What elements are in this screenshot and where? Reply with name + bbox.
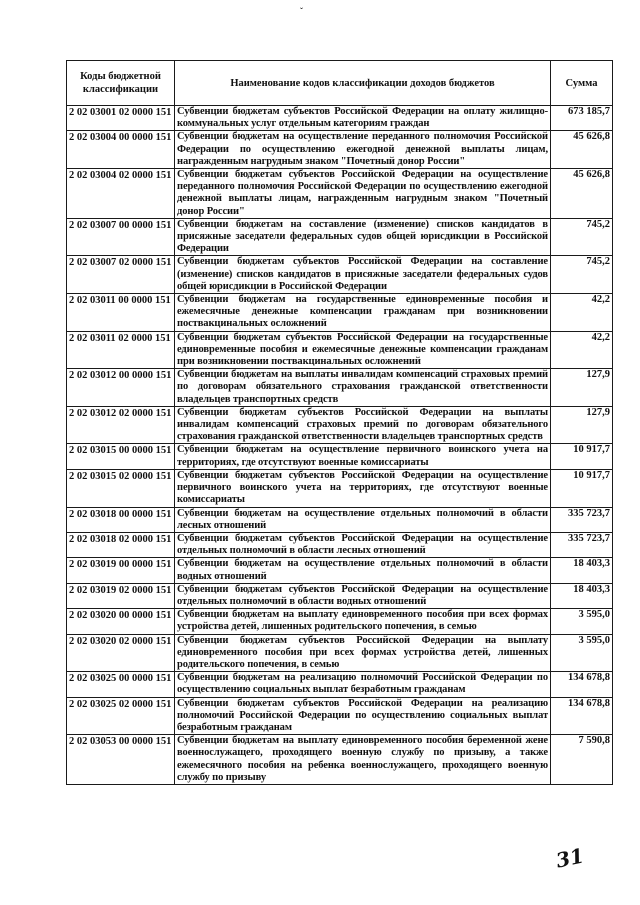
row-name: Субвенции бюджетам субъектов Российской Федерации на государственные единовременные пособия и ежемесячные денежные компенсации гражданам при возникновении поствакцинальных осложнений bbox=[175, 331, 551, 369]
table-row bbox=[67, 735, 613, 785]
row-code: 2 02 03018 02 0000 151 bbox=[67, 532, 175, 557]
row-sum: 127,9 bbox=[551, 369, 613, 407]
row-code: 2 02 03053 00 0000 151 bbox=[67, 735, 175, 785]
row-code: 2 02 03004 02 0000 151 bbox=[67, 169, 175, 219]
row-code: 2 02 03007 02 0000 151 bbox=[67, 256, 175, 294]
row-sum: 127,9 bbox=[551, 406, 613, 444]
header-code: Коды бюджетной классификации bbox=[67, 61, 175, 106]
page-number: 31 bbox=[553, 843, 587, 873]
row-code: 2 02 03025 02 0000 151 bbox=[67, 697, 175, 735]
row-code: 2 02 03025 00 0000 151 bbox=[67, 672, 175, 697]
table-row bbox=[67, 672, 613, 697]
row-sum: 42,2 bbox=[551, 294, 613, 332]
row-name: Субвенции бюджетам субъектов Российской Федерации на выплаты инвалидам компенсаций страховых премий по договорам обязательного страхования гражданской ответственности владельцев транспортных средств bbox=[175, 406, 551, 444]
table-row bbox=[67, 406, 613, 444]
row-name: Субвенции бюджетам на осуществление отдельных полномочий в области водных отношений bbox=[175, 558, 551, 583]
table-row bbox=[67, 131, 613, 169]
row-code: 2 02 03011 02 0000 151 bbox=[67, 331, 175, 369]
table-row bbox=[67, 169, 613, 219]
table-row bbox=[67, 583, 613, 608]
table-row bbox=[67, 634, 613, 672]
row-code: 2 02 03001 02 0000 151 bbox=[67, 106, 175, 131]
row-sum: 134 678,8 bbox=[551, 672, 613, 697]
table-row bbox=[67, 369, 613, 407]
row-name: Субвенции бюджетам на осуществление отдельных полномочий в области лесных отношений bbox=[175, 507, 551, 532]
row-sum: 745,2 bbox=[551, 256, 613, 294]
row-sum: 42,2 bbox=[551, 331, 613, 369]
row-sum: 673 185,7 bbox=[551, 106, 613, 131]
row-sum: 18 403,3 bbox=[551, 558, 613, 583]
row-sum: 10 917,7 bbox=[551, 469, 613, 507]
row-sum: 3 595,0 bbox=[551, 634, 613, 672]
row-name: Субвенции бюджетам субъектов Российской Федерации на осуществление отдельных полномочий в области лесных отношений bbox=[175, 532, 551, 557]
table-header-row bbox=[67, 61, 613, 106]
row-code: 2 02 03019 02 0000 151 bbox=[67, 583, 175, 608]
table-row bbox=[67, 507, 613, 532]
row-code: 2 02 03015 00 0000 151 bbox=[67, 444, 175, 469]
row-code: 2 02 03015 02 0000 151 bbox=[67, 469, 175, 507]
budget-revenue-table bbox=[66, 60, 613, 785]
table-row bbox=[67, 256, 613, 294]
row-name: Субвенции бюджетам на выплату единовременного пособия беременной жене военнослужащего, проходящего военную службу по призыву, а также ежемесячного пособия на ребенка военнослужащего, проходящего военную службу по призыву bbox=[175, 735, 551, 785]
row-code: 2 02 03018 00 0000 151 bbox=[67, 507, 175, 532]
header-name: Наименование кодов классификации доходов бюджетов bbox=[175, 61, 551, 106]
table-row bbox=[67, 697, 613, 735]
table-row bbox=[67, 331, 613, 369]
table-row bbox=[67, 558, 613, 583]
scan-mark: ˇ bbox=[300, 6, 303, 16]
row-sum: 335 723,7 bbox=[551, 532, 613, 557]
table-row bbox=[67, 444, 613, 469]
table-row bbox=[67, 469, 613, 507]
row-code: 2 02 03011 00 0000 151 bbox=[67, 294, 175, 332]
row-name: Субвенции бюджетам субъектов Российской Федерации на оплату жилищно-коммунальных услуг отдельным категориям граждан bbox=[175, 106, 551, 131]
row-code: 2 02 03020 02 0000 151 bbox=[67, 634, 175, 672]
header-sum: Сумма bbox=[551, 61, 613, 106]
row-sum: 335 723,7 bbox=[551, 507, 613, 532]
row-code: 2 02 03007 00 0000 151 bbox=[67, 218, 175, 256]
row-name: Субвенции бюджетам субъектов Российской Федерации на реализацию полномочий Российской Федерации по осуществлению социальных выплат безработным гражданам bbox=[175, 697, 551, 735]
table-row bbox=[67, 294, 613, 332]
row-name: Субвенции бюджетам на осуществление переданного полномочия Российской Федерации по осуществлению ежегодной денежной выплаты лицам, награжденным нагрудным знаком "Почетный донор России" bbox=[175, 131, 551, 169]
row-name: Субвенции бюджетам на выплату единовременного пособия при всех формах устройства детей, лишенных родительского попечения, в семью bbox=[175, 609, 551, 634]
row-code: 2 02 03019 00 0000 151 bbox=[67, 558, 175, 583]
row-sum: 18 403,3 bbox=[551, 583, 613, 608]
table-row bbox=[67, 218, 613, 256]
row-name: Субвенции бюджетам субъектов Российской Федерации на составление (изменение) списков кандидатов в присяжные заседатели федеральных судов общей юрисдикции в Российской Федерации bbox=[175, 256, 551, 294]
row-name: Субвенции бюджетам на выплаты инвалидам компенсаций страховых премий по договорам обязательного страхования гражданской ответственности владельцев транспортных средств bbox=[175, 369, 551, 407]
row-sum: 45 626,8 bbox=[551, 131, 613, 169]
row-code: 2 02 03004 00 0000 151 bbox=[67, 131, 175, 169]
table-row bbox=[67, 609, 613, 634]
row-name: Субвенции бюджетам на реализацию полномочий Российской Федерации по осуществлению социальных выплат безработным гражданам bbox=[175, 672, 551, 697]
row-sum: 7 590,8 bbox=[551, 735, 613, 785]
row-code: 2 02 03012 02 0000 151 bbox=[67, 406, 175, 444]
table-row bbox=[67, 106, 613, 131]
row-code: 2 02 03020 00 0000 151 bbox=[67, 609, 175, 634]
row-name: Субвенции бюджетам субъектов Российской Федерации на осуществление переданного полномочия Российской Федерации по осуществлению ежегодной денежной выплаты лицам, награжденным нагрудным знаком "Почетный донор России" bbox=[175, 169, 551, 219]
row-name: Субвенции бюджетам субъектов Российской Федерации на выплату единовременного пособия при всех формах устройства детей, лишенных родительского попечения, в семью bbox=[175, 634, 551, 672]
row-name: Субвенции бюджетам на осуществление первичного воинского учета на территориях, где отсутствуют военные комиссариаты bbox=[175, 444, 551, 469]
row-sum: 45 626,8 bbox=[551, 169, 613, 219]
table-row bbox=[67, 532, 613, 557]
row-sum: 134 678,8 bbox=[551, 697, 613, 735]
row-sum: 10 917,7 bbox=[551, 444, 613, 469]
row-sum: 3 595,0 bbox=[551, 609, 613, 634]
row-code: 2 02 03012 00 0000 151 bbox=[67, 369, 175, 407]
row-name: Субвенции бюджетам на составление (изменение) списков кандидатов в присяжные заседатели федеральных судов общей юрисдикции в Российской Федерации bbox=[175, 218, 551, 256]
row-name: Субвенции бюджетам на государственные единовременные пособия и ежемесячные денежные компенсации гражданам при возникновении поствакцинальных осложнений bbox=[175, 294, 551, 332]
row-name: Субвенции бюджетам субъектов Российской Федерации на осуществление первичного воинского учета на территориях, где отсутствуют военные комиссариаты bbox=[175, 469, 551, 507]
row-name: Субвенции бюджетам субъектов Российской Федерации на осуществление отдельных полномочий в области водных отношений bbox=[175, 583, 551, 608]
row-sum: 745,2 bbox=[551, 218, 613, 256]
